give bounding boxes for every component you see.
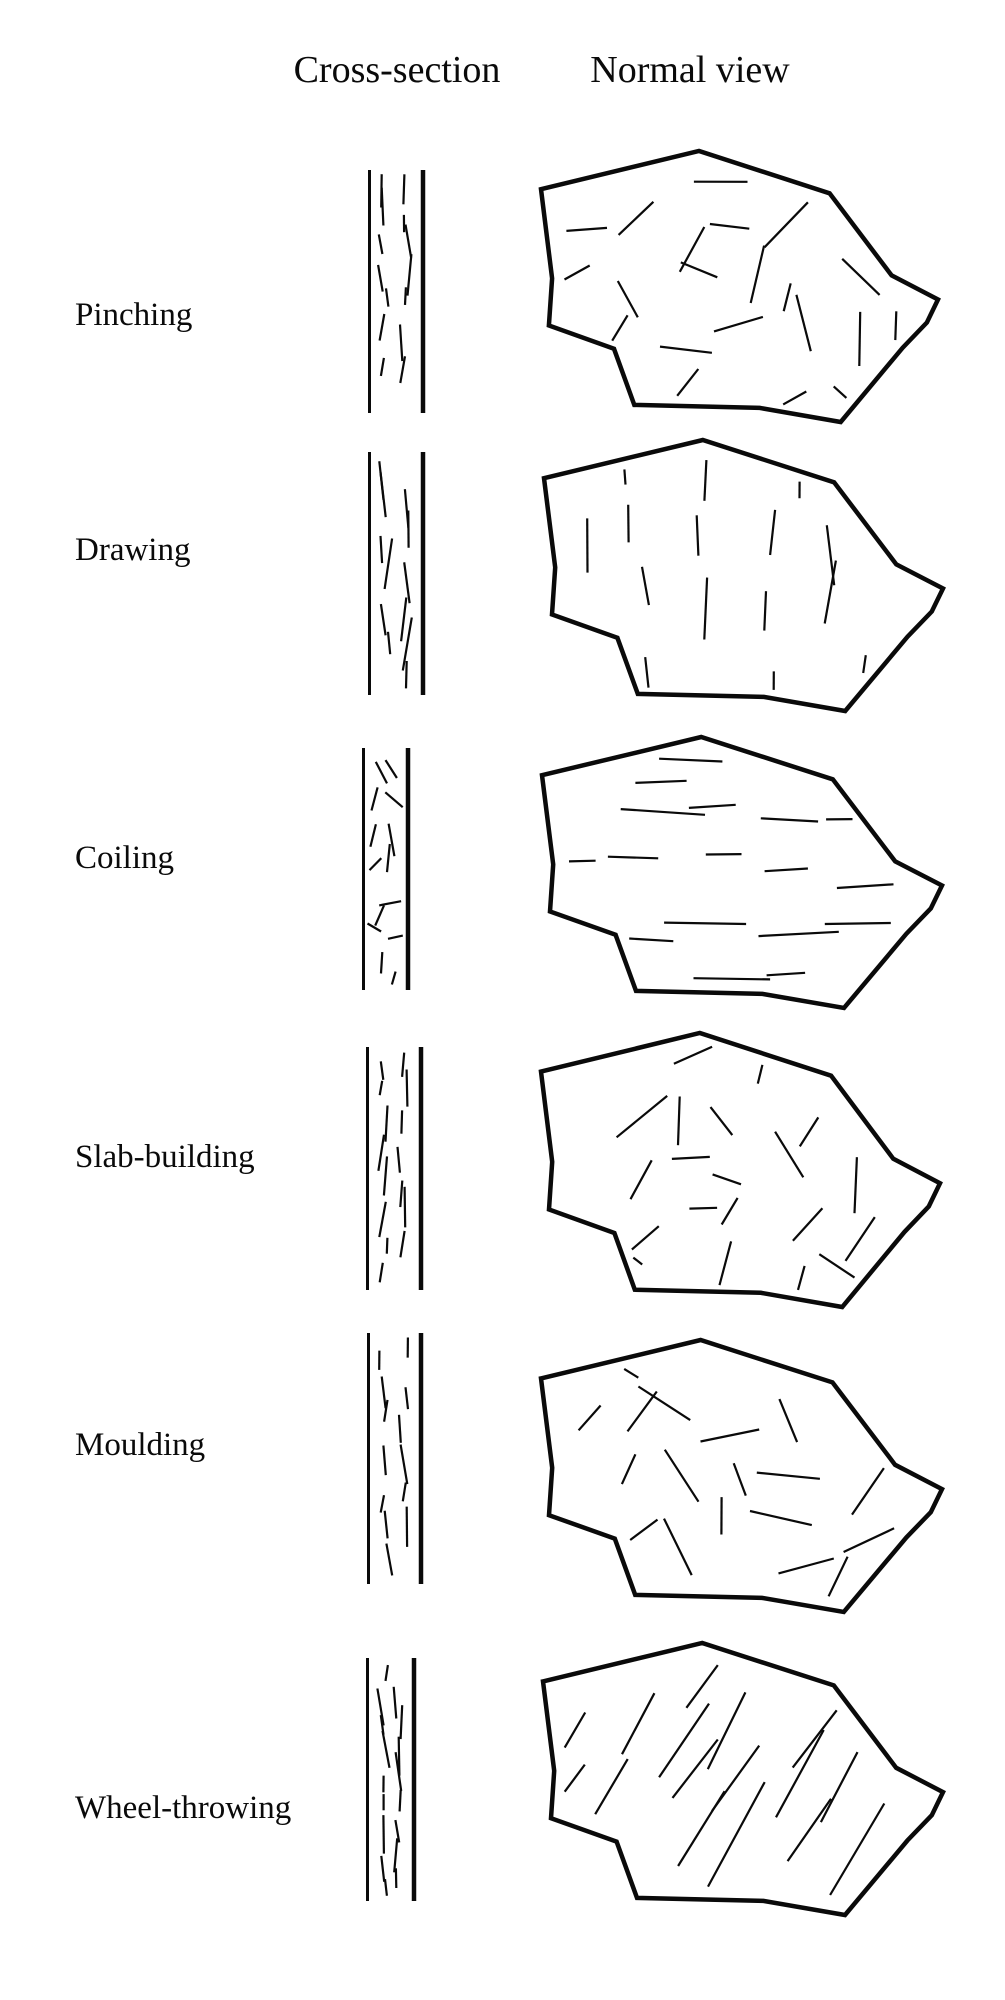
inclusion-mark — [386, 760, 397, 778]
inclusion-mark — [380, 314, 385, 341]
inclusion-mark — [381, 472, 386, 517]
technique-row — [75, 1033, 940, 1307]
inclusion-mark — [379, 234, 383, 254]
inclusion-mark — [385, 792, 402, 807]
inclusion-mark — [407, 1070, 408, 1107]
column-header-cross-section: Cross-section — [293, 49, 501, 91]
inclusion-mark — [388, 936, 403, 939]
inclusion-mark — [664, 923, 746, 924]
inclusion-mark — [384, 1156, 387, 1195]
inclusion-mark — [402, 1053, 404, 1077]
inclusion-mark — [394, 1687, 397, 1719]
inclusion-mark — [383, 1731, 390, 1768]
inclusion-mark — [387, 1238, 388, 1254]
cross-section-strip — [368, 1047, 422, 1290]
inclusion-mark — [394, 1838, 397, 1872]
inclusion-mark — [400, 325, 402, 362]
inclusion-mark — [399, 1415, 401, 1443]
cross-section-strip — [370, 170, 424, 413]
technique-label: Drawing — [75, 532, 191, 568]
technique-label: Pinching — [75, 297, 193, 333]
inclusion-mark — [386, 288, 388, 306]
column-header-normal-view: Normal view — [590, 49, 790, 91]
inclusion-mark — [388, 632, 390, 654]
inclusion-mark — [381, 604, 386, 635]
cross-section-strip — [369, 1333, 422, 1584]
inclusion-mark — [624, 469, 625, 484]
inclusion-mark — [392, 972, 396, 985]
inclusion-mark — [381, 358, 384, 376]
normal-view-sherd — [541, 1033, 940, 1307]
inclusion-mark — [689, 1208, 717, 1209]
inclusion-mark — [406, 225, 412, 258]
technique-row — [75, 1643, 943, 1915]
inclusion-mark — [380, 1081, 383, 1095]
inclusion-mark — [383, 1446, 385, 1476]
inclusion-mark — [370, 858, 382, 870]
inclusion-mark — [385, 1879, 387, 1896]
inclusion-mark — [825, 923, 891, 924]
inclusion-mark — [694, 978, 771, 979]
inclusion-mark — [381, 952, 382, 973]
inclusion-mark — [379, 901, 401, 905]
technique-row — [75, 1333, 942, 1612]
normal-view-sherd — [541, 1340, 942, 1612]
technique-row — [75, 151, 938, 422]
inclusion-mark — [386, 1106, 388, 1142]
inclusion-mark — [403, 1483, 406, 1502]
inclusion-mark — [381, 536, 383, 563]
inclusion-mark — [401, 598, 406, 642]
inclusion-mark — [387, 844, 390, 872]
inclusion-mark — [386, 1544, 392, 1576]
inclusion-mark — [401, 1445, 408, 1485]
inclusion-mark — [401, 1110, 402, 1133]
inclusion-mark — [405, 287, 406, 305]
cross-section-strip — [364, 748, 409, 990]
inclusion-mark — [895, 311, 896, 340]
inclusion-mark — [382, 188, 384, 226]
inclusion-mark — [406, 1387, 409, 1409]
inclusion-mark — [381, 1495, 384, 1512]
technique-row — [75, 440, 943, 711]
inclusion-mark — [381, 1856, 384, 1882]
sherd-outline — [544, 440, 943, 711]
inclusion-mark — [380, 1263, 383, 1283]
inclusion-mark — [378, 1135, 384, 1171]
inclusion-mark — [386, 1665, 388, 1681]
inclusion-mark — [398, 1147, 400, 1173]
inclusion-mark — [400, 1181, 402, 1208]
normal-view-sherd — [541, 151, 938, 422]
sherd-outline — [541, 1340, 942, 1612]
inclusion-mark — [405, 1187, 406, 1228]
inclusion-mark — [401, 1705, 403, 1739]
inclusion-mark — [372, 787, 378, 810]
inclusion-mark — [370, 824, 376, 846]
inclusion-mark — [400, 1790, 401, 1812]
cross-section-strip — [368, 1658, 415, 1901]
sherd-outline — [543, 1643, 943, 1915]
sherd-outline — [541, 1033, 940, 1307]
inclusion-mark — [403, 174, 404, 204]
inclusion-mark — [408, 254, 412, 295]
inclusion-mark — [385, 1511, 388, 1539]
cross-section-strip — [370, 452, 424, 695]
inclusion-mark — [383, 1815, 384, 1854]
technique-label: Wheel-throwing — [75, 1790, 292, 1826]
inclusion-mark — [378, 265, 383, 292]
inclusion-mark — [385, 539, 393, 590]
inclusion-mark — [382, 1377, 386, 1409]
inclusion-mark — [404, 562, 409, 603]
technique-label: Moulding — [75, 1427, 206, 1463]
inclusion-mark — [569, 861, 596, 862]
normal-view-sherd — [544, 440, 943, 711]
normal-view-sherd — [542, 737, 942, 1008]
sherd-outline — [541, 151, 938, 422]
inclusion-mark — [376, 762, 387, 784]
inclusion-mark — [859, 312, 860, 366]
technique-label: Coiling — [75, 840, 175, 876]
inclusion-mark — [379, 1202, 386, 1237]
inclusion-mark — [375, 905, 384, 925]
inclusion-mark — [381, 1061, 384, 1079]
technique-label: Slab-building — [75, 1139, 255, 1175]
sherd-outline — [542, 737, 942, 1008]
technique-row — [75, 737, 942, 1008]
inclusion-mark — [400, 1231, 404, 1257]
inclusion-mark — [368, 924, 382, 932]
inclusion-mark — [406, 661, 407, 688]
normal-view-sherd — [543, 1643, 943, 1915]
